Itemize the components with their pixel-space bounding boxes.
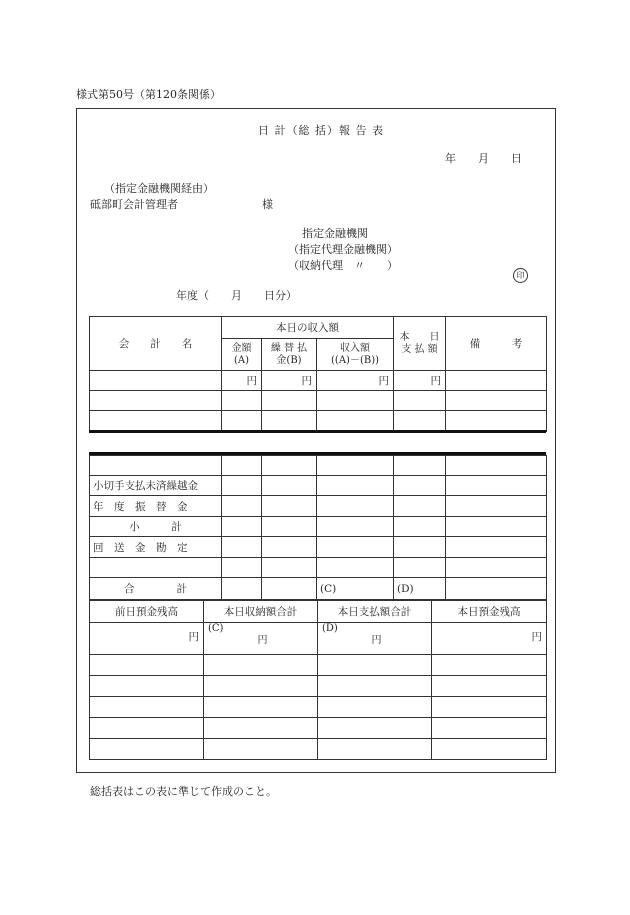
table-row — [90, 558, 547, 578]
table-row — [90, 739, 547, 760]
form-title: 日 計（総 括）報 告 表 — [258, 124, 384, 137]
table-row — [90, 371, 547, 391]
header-remarks: 備 考 — [446, 317, 547, 371]
table-row — [90, 676, 547, 697]
table-row — [90, 496, 547, 517]
header-income-line1: 収入額 — [340, 342, 370, 354]
table-row — [90, 517, 547, 537]
honorific: 様 — [262, 198, 273, 211]
balance-table — [89, 600, 547, 760]
upper-table — [89, 316, 547, 432]
form-number-label: 様式第50号（第120条関係） — [76, 88, 221, 101]
cell — [90, 371, 222, 391]
yen-unit: 円 — [257, 635, 268, 646]
header-transfer — [262, 339, 317, 371]
table-row — [90, 718, 547, 739]
mark-c: (C) — [208, 623, 224, 634]
header-income-line2: ((A)－(B)) — [331, 354, 379, 366]
addressee: 砥部町会計管理者 — [90, 198, 178, 211]
table-row — [90, 655, 547, 676]
table-row — [90, 411, 547, 432]
row-label-uncashed: 小切手支払未済繰越金 — [90, 476, 222, 496]
row-label-remittance: 回 送 金 勘 定 — [90, 537, 222, 558]
header-transfer-line2: 金(B) — [276, 354, 302, 366]
today-balance-yen: 円 — [432, 623, 547, 655]
lower-table — [89, 455, 547, 600]
yen-unit: 円 — [262, 371, 317, 391]
table-row-total — [90, 578, 547, 600]
header-transfer-line1: 繰 替 払 — [270, 342, 308, 354]
header-amount-line1: 金額 — [231, 342, 252, 354]
yen-unit: 円 — [371, 635, 382, 646]
table-row — [90, 537, 547, 558]
today-payments-cell — [318, 623, 432, 655]
yen-unit: 円 — [317, 371, 394, 391]
header-amount-line2: (A) — [233, 354, 250, 366]
header-account-name: 会 計 名 — [90, 317, 222, 371]
seal-mark: 印 — [513, 268, 528, 283]
sender-line-3: （収納代理 〃 ） — [288, 259, 398, 272]
table-row — [90, 697, 547, 718]
header-amount — [222, 339, 262, 371]
row-label-fiscal-transfer: 年 度 振 替 金 — [90, 496, 222, 517]
fiscal-year-line: 年度（ 月 日分） — [176, 289, 297, 302]
sender-line-2: （指定代理金融機関） — [288, 243, 398, 256]
balance-values-row — [90, 623, 547, 655]
mark-c: (C) — [317, 578, 394, 600]
header-prev-balance: 前日預金残高 — [90, 601, 204, 623]
header-payment — [394, 317, 446, 371]
header-income-group: 本日の収入額 — [222, 317, 394, 339]
break-line-top — [89, 430, 546, 433]
header-payment-line2: 支 払 額 — [401, 343, 438, 355]
row-label-subtotal: 小 計 — [90, 517, 222, 537]
footnote: 総括表はこの表に準じて作成のこと。 — [90, 785, 277, 798]
cell — [446, 371, 547, 391]
header-income — [317, 339, 394, 371]
via-label: （指定金融機関経由） — [104, 182, 214, 195]
date-line: 年 月 日 — [445, 152, 522, 165]
mark-d: (D) — [394, 578, 446, 600]
prev-balance-yen: 円 — [90, 623, 204, 655]
header-payment-line1: 本 日 — [399, 331, 440, 343]
header-today-receipts: 本日収納額合計 — [204, 601, 318, 623]
table-row — [90, 456, 547, 476]
yen-unit: 円 — [222, 371, 262, 391]
sender-line-1: 指定金融機関 — [302, 227, 368, 240]
table-row — [90, 476, 547, 496]
today-receipts-cell — [204, 623, 318, 655]
header-today-payments: 本日支払額合計 — [318, 601, 432, 623]
table-row — [90, 391, 547, 411]
row-label-total: 合 計 — [90, 578, 222, 600]
yen-unit: 円 — [394, 371, 446, 391]
header-today-balance: 本日預金残高 — [432, 601, 547, 623]
mark-d: (D) — [322, 623, 338, 634]
